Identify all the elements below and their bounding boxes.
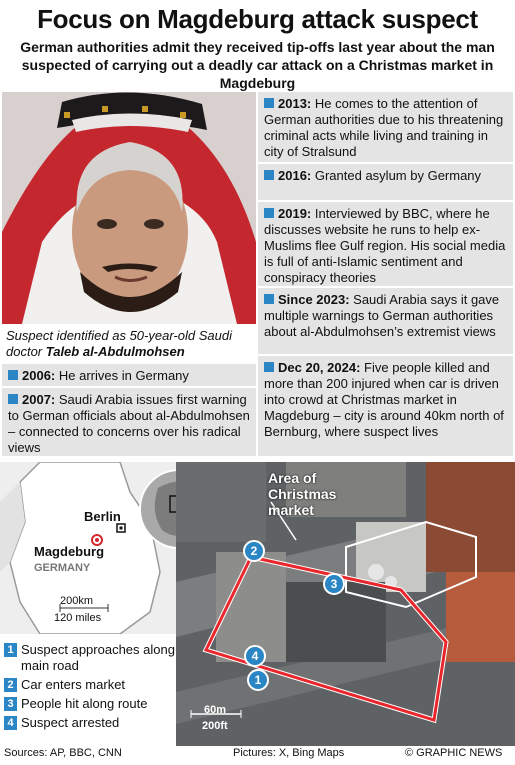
bullet-square-icon [264,294,274,304]
photo-caption [6,328,256,360]
page-title: Focus on Magdeburg attack suspect [37,4,478,34]
route-marker-2: 2 [243,540,265,562]
timeline-year: 2007: [22,392,56,407]
legend-num: 2 [4,678,17,692]
timeline-year: Dec 20, 2024: [278,360,361,375]
scale-km: 200km [60,595,94,607]
bullet-square-icon [264,98,274,108]
bullet-square-icon [8,370,18,380]
timeline-year: 2016: [278,168,312,183]
timeline-text: Five people killed and more than 200 injured when car is driven into crowd at Christmas market in Magdeburg – city is around 40km north of Bernburg, where suspect lives [264,360,504,439]
footer-pictures: Pictures: X, Bing Maps [233,747,345,759]
country-label: GERMANY [34,562,91,574]
timeline-item-2019 [258,202,513,286]
magdeburg-label: Magdeburg [34,544,105,559]
scale-miles: 120 miles [54,612,102,624]
timeline-year: 2006: [22,368,56,383]
legend-item [4,715,176,731]
bullet-square-icon [264,170,274,180]
timeline-text: Saudi Arabia issues first warning to German officials about al-Abdulmohsen – connected to concerns over his radical views [8,392,250,455]
legend-text: Suspect arrested [21,715,120,730]
timeline-item-2006 [2,364,256,386]
timeline-text: Interviewed by BBC, where he discusses website he runs to help ex-Muslims flee Gulf region. His social media is full of anti-Islamic sentiment and conspiracy theories [264,206,506,285]
legend-text: Suspect approaches along main road [21,642,175,673]
suspect-portrait [2,92,256,324]
page-subtitle: German authorities admit they received tip-offs last year about the man suspected of carrying out a deadly car attack on a Christmas market in Magdeburg [20,39,495,91]
bullet-square-icon [264,362,274,372]
footer-sources: Sources: AP, BBC, CNN [4,747,122,759]
berlin-label: Berlin [84,509,121,524]
timeline-item-2016 [258,164,513,200]
suspect-name: Taleb al-Abdulmohsen [45,344,185,359]
legend-item [4,642,176,674]
timeline-year: Since 2023: [278,292,350,307]
route-marker-3: 3 [323,573,345,595]
caption-text: Suspect identified as 50-year-old Saudi doctor [6,328,232,359]
timeline-year: 2013: [278,96,312,111]
timeline-text: Granted asylum by Germany [311,168,482,183]
suspect-photo [2,92,256,324]
bullet-square-icon [264,208,274,218]
timeline-item-2024 [258,356,513,456]
timeline-item-2023 [258,288,513,354]
legend-item [4,696,176,712]
timeline-text: He arrives in Germany [55,368,189,383]
timeline-item-2013 [258,92,513,162]
legend-item [4,677,176,693]
route-marker-4: 4 [244,645,266,667]
route-marker-1: 1 [247,669,269,691]
aerial-scale-ft: 200ft [202,720,228,732]
timeline-item-2007 [2,388,256,456]
market-area-label [268,470,348,518]
legend-num: 4 [4,716,17,730]
footer-credit: © GRAPHIC NEWS [405,747,503,759]
legend-text: People hit along route [21,696,148,711]
legend-text: Car enters market [21,677,126,692]
aerial-scale-m: 60m [204,704,227,716]
market-area-text: Area of Christmas market [268,470,337,518]
legend-num: 1 [4,643,17,657]
timeline-text: He comes to the attention of German authorities due to his threatening criminal acts while living and training in city of Stralsund [264,96,504,159]
legend-num: 3 [4,697,17,711]
timeline-text: Saudi Arabia says it gave multiple warnings to German authorities about al-Abdulmohsen’s extremist views [264,292,500,339]
bullet-square-icon [8,394,18,404]
timeline-year: 2019: [278,206,312,221]
route-legend [4,642,176,734]
